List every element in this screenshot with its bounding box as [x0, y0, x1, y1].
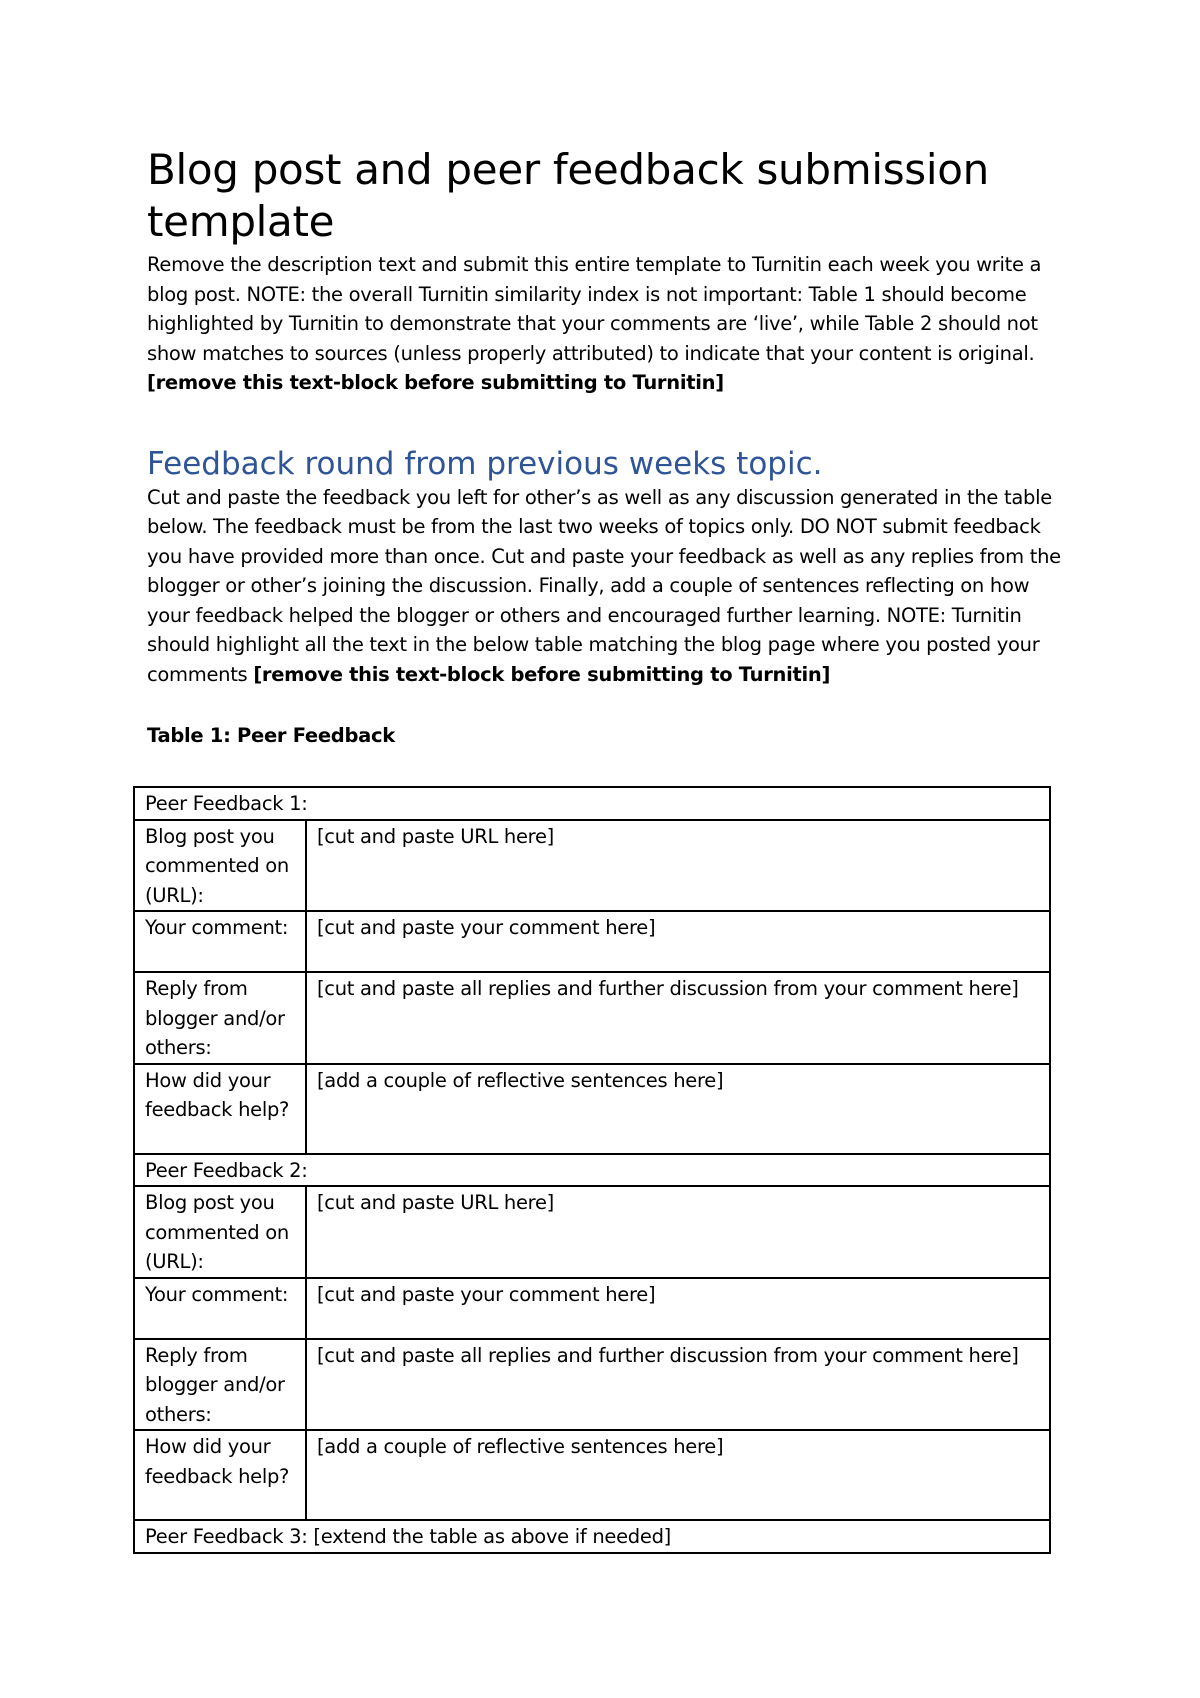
table-row — [134, 1064, 1050, 1154]
section-description — [147, 483, 1067, 690]
intro-paragraph — [147, 250, 1067, 398]
table-row — [134, 911, 1050, 972]
row-label: How did your feedback help? — [134, 1064, 306, 1154]
row-label: Your comment: — [134, 911, 306, 972]
reflection-cell[interactable]: [add a couple of reflective sentences here] — [306, 1430, 1050, 1520]
peer-feedback-table — [133, 786, 1051, 1554]
peer-feedback-3-header[interactable]: Peer Feedback 3: [extend the table as above if needed] — [134, 1520, 1050, 1553]
row-label: Your comment: — [134, 1278, 306, 1339]
document-title: Blog post and peer feedback submission template — [147, 145, 989, 246]
row-label: Blog post you commented on (URL): — [134, 1186, 306, 1278]
comment-cell[interactable]: [cut and paste your comment here] — [306, 1278, 1050, 1339]
reflection-cell[interactable]: [add a couple of reflective sentences here] — [306, 1064, 1050, 1154]
row-label: Reply from blogger and/or others: — [134, 1339, 306, 1431]
section-remove-note: [remove this text-block before submitting to Turnitin] — [253, 663, 831, 687]
reply-cell[interactable]: [cut and paste all replies and further discussion from your comment here] — [306, 972, 1050, 1064]
peer-feedback-1-header[interactable]: Peer Feedback 1: — [134, 787, 1050, 820]
table-row — [134, 1186, 1050, 1278]
row-label: How did your feedback help? — [134, 1430, 306, 1520]
url-cell[interactable]: [cut and paste URL here] — [306, 820, 1050, 912]
table-row — [134, 1154, 1050, 1187]
table-row — [134, 820, 1050, 912]
table-row — [134, 1520, 1050, 1553]
section-text: Cut and paste the feedback you left for other’s as well as any discussion generated in the table below. The feedback must be from the last two weeks of topics only. DO NOT submit feedback you have provided more than once. Cut and paste your feedback as well as any replies from the blogger or other’s joining the discussion. Finally, add a couple of sentences reflecting on how your feedback helped the blogger or others and encouraged further learning. NOTE: Turnitin should highlight all the text in the below table matching the blog page where you posted your comments — [147, 485, 1061, 687]
url-cell[interactable]: [cut and paste URL here] — [306, 1186, 1050, 1278]
table-row — [134, 1278, 1050, 1339]
section-heading: Feedback round from previous weeks topic. — [147, 445, 823, 482]
intro-text: Remove the description text and submit this entire template to Turnitin each week you write a blog post. NOTE: the overall Turnitin similarity index is not important: Table 1 should become highlighted by Turnitin to demonstrate that your comments are ‘live’, while Table 2 should not show matches to sources (unless properly attributed) to indicate that your content is original. — [147, 253, 1042, 365]
intro-remove-note: [remove this text-block before submitting to Turnitin] — [147, 371, 724, 394]
comment-cell[interactable]: [cut and paste your comment here] — [306, 911, 1050, 972]
document-page — [147, 144, 1067, 749]
table-row — [134, 972, 1050, 1064]
reply-cell[interactable]: [cut and paste all replies and further discussion from your comment here] — [306, 1339, 1050, 1431]
row-label: Blog post you commented on (URL): — [134, 820, 306, 912]
row-label: Reply from blogger and/or others: — [134, 972, 306, 1064]
peer-feedback-2-header[interactable]: Peer Feedback 2: — [134, 1154, 1050, 1187]
table-caption: Table 1: Peer Feedback — [147, 723, 395, 747]
table-row — [134, 787, 1050, 820]
table-row — [134, 1339, 1050, 1431]
table-row — [134, 1430, 1050, 1520]
